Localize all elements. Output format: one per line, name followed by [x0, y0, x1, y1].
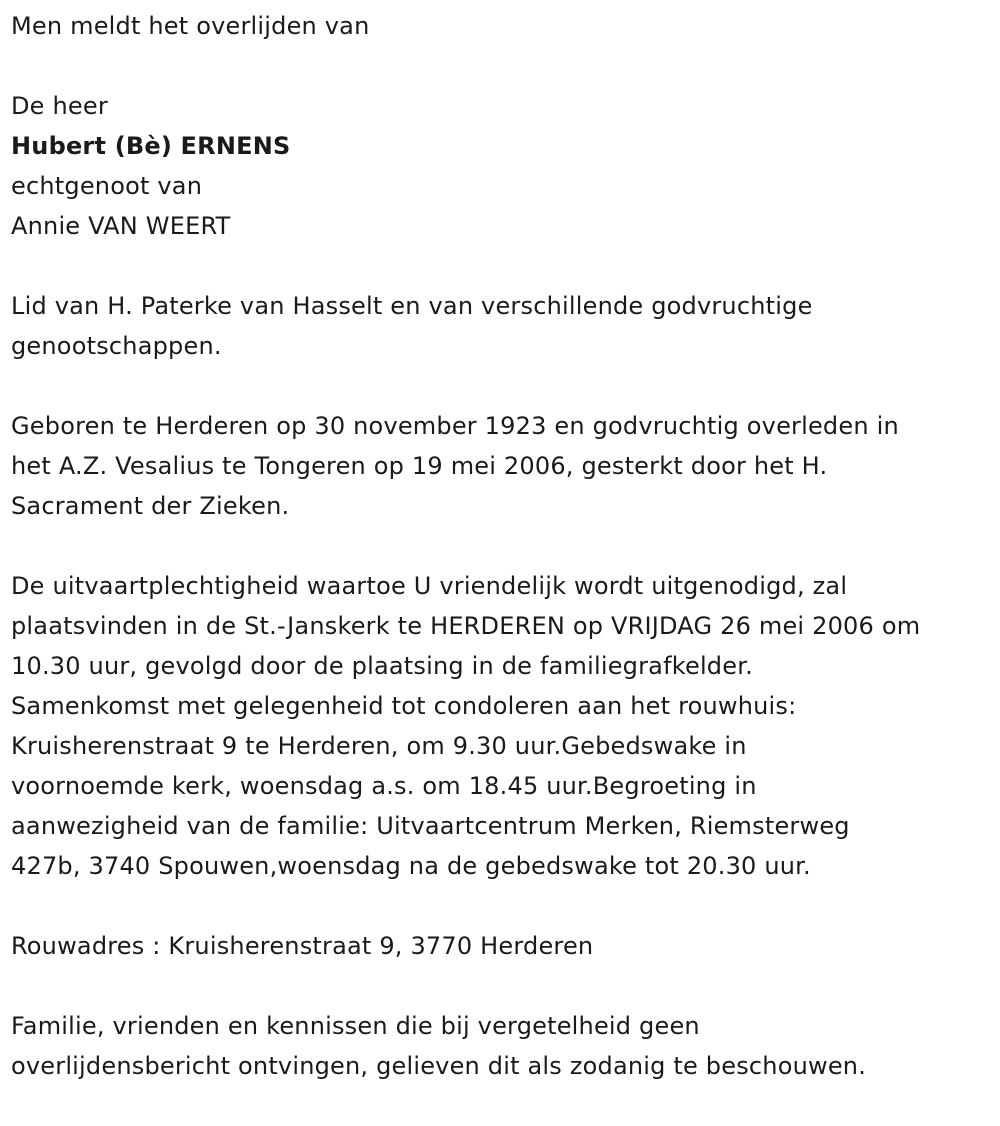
paragraph-line: overlijdensbericht ontvingen, gelieven dit als zodanig te beschouwen.	[11, 1052, 867, 1080]
mourning-address: Rouwadres : Kruisherenstraat 9, 3770 Herderen	[11, 932, 594, 960]
paragraph-line: Sacrament der Zieken.	[11, 492, 290, 520]
spacer	[11, 966, 996, 1006]
deceased-name: Hubert (Bè) ERNENS	[11, 132, 291, 160]
spouse-name: Annie VAN WEERT	[11, 212, 231, 240]
paragraph-line: 10.30 uur, gevolgd door de plaatsing in de familiegrafkelder.	[11, 652, 753, 680]
paragraph-line: Lid van H. Paterke van Hasselt en van verschillende godvruchtige	[11, 292, 813, 320]
paragraph-line: het A.Z. Vesalius te Tongeren op 19 mei 2006, gesterkt door het H.	[11, 452, 828, 480]
spacer	[11, 526, 996, 566]
paragraph-line: De uitvaartplechtigheid waartoe U vriendelijk wordt uitgenodigd, zal	[11, 572, 848, 600]
closing-paragraph	[11, 1006, 996, 1086]
membership-paragraph	[11, 286, 996, 366]
paragraph-line: 427b, 3740 Spouwen,woensdag na de gebedswake tot 20.30 uur.	[11, 852, 811, 880]
birth-death-paragraph	[11, 406, 996, 526]
spacer	[11, 246, 996, 286]
paragraph-line: Familie, vrienden en kennissen die bij vergetelheid geen	[11, 1012, 700, 1040]
honorific: De heer	[11, 92, 108, 120]
ceremony-paragraph	[11, 566, 996, 886]
intro-text: Men meldt het overlijden van	[11, 12, 370, 40]
paragraph-line: plaatsvinden in de St.-Janskerk te HERDEREN op VRIJDAG 26 mei 2006 om	[11, 612, 921, 640]
paragraph-line: voornoemde kerk, woensdag a.s. om 18.45 uur.Begroeting in	[11, 772, 757, 800]
death-announcement	[11, 6, 996, 1086]
relation-text: echtgenoot van	[11, 172, 203, 200]
spacer	[11, 46, 996, 86]
paragraph-line: genootschappen.	[11, 332, 222, 360]
paragraph-line: Geboren te Herderen op 30 november 1923 en godvruchtig overleden in	[11, 412, 899, 440]
paragraph-line: Samenkomst met gelegenheid tot condoleren aan het rouwhuis:	[11, 692, 797, 720]
spacer	[11, 366, 996, 406]
paragraph-line: Kruisherenstraat 9 te Herderen, om 9.30 uur.Gebedswake in	[11, 732, 747, 760]
paragraph-line: aanwezigheid van de familie: Uitvaartcentrum Merken, Riemsterweg	[11, 812, 850, 840]
spacer	[11, 886, 996, 926]
